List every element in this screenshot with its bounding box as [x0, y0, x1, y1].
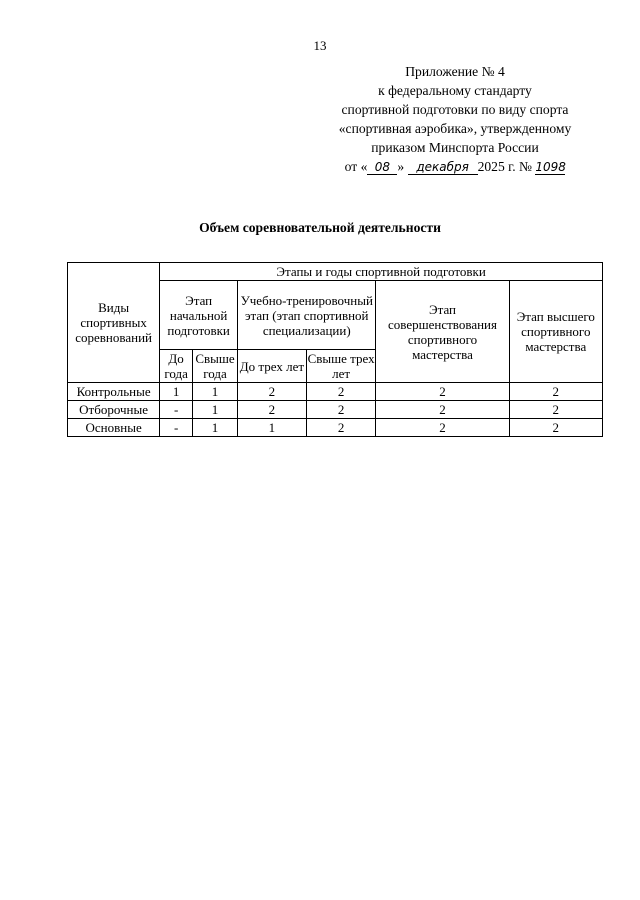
header-training-over-3: Свыше трех лет	[307, 351, 375, 381]
header-initial-over-year: Свыше года	[193, 350, 238, 383]
appendix-line-2: к федеральному стандарту	[378, 83, 532, 98]
cell: -	[160, 401, 193, 419]
cell: 2	[238, 401, 307, 419]
appendix-title: Приложение № 4	[405, 64, 505, 79]
cell: 2	[376, 383, 509, 401]
table-header-row-1	[68, 263, 603, 281]
competition-volume-table	[67, 262, 603, 437]
cell: 1	[193, 401, 238, 419]
date-month-handwritten: декабря	[408, 160, 478, 175]
appendix-header	[300, 62, 610, 176]
date-mid: »	[397, 159, 405, 174]
appendix-line-5: приказом Минспорта России	[371, 140, 539, 155]
table-row	[68, 419, 603, 437]
cell: 1	[193, 419, 238, 437]
header-stage-initial: Этап начальной подготовки	[160, 281, 238, 350]
cell: 2	[509, 383, 602, 401]
table-row	[68, 383, 603, 401]
header-initial-up-to-year: До года	[160, 350, 193, 383]
order-number-handwritten: 1098	[535, 160, 566, 174]
row-name: Основные	[68, 419, 160, 437]
cell: 2	[306, 419, 376, 437]
cell: 1	[238, 419, 307, 437]
appendix-line-4: «спортивная аэробика», утвержденному	[338, 121, 572, 136]
cell: 2	[509, 401, 602, 419]
table-title: Объем соревновательной деятельности	[199, 220, 441, 235]
header-stages-group: Этапы и годы спортивной подготовки	[160, 263, 603, 281]
cell: -	[160, 419, 193, 437]
header-stage-perfection: Этап совершенствования спортивного мастерства	[376, 281, 509, 383]
date-prefix: от «	[344, 159, 368, 174]
cell: 1	[193, 383, 238, 401]
page-number: 13	[313, 38, 327, 53]
cell: 2	[238, 383, 307, 401]
table-row	[68, 401, 603, 419]
header-stage-training: Учебно-тренировочный этап (этап спортивной специализации)	[238, 281, 376, 350]
date-day-handwritten: 08	[367, 160, 397, 175]
cell: 2	[376, 401, 509, 419]
cell: 2	[509, 419, 602, 437]
header-kinds: Виды спортивных соревнований	[68, 263, 160, 383]
header-training-up-to-3: До трех лет	[238, 350, 307, 383]
cell: 1	[160, 383, 193, 401]
date-year: 2025 г. №	[477, 159, 532, 174]
header-stage-highest: Этап высшего спортивного мастерства	[509, 281, 602, 383]
row-name: Контрольные	[68, 383, 160, 401]
appendix-line-3: спортивной подготовки по виду спорта	[341, 102, 569, 117]
appendix-date-line	[300, 157, 610, 176]
cell: 2	[376, 419, 509, 437]
cell: 2	[306, 383, 376, 401]
row-name: Отборочные	[68, 401, 160, 419]
cell: 2	[306, 401, 376, 419]
